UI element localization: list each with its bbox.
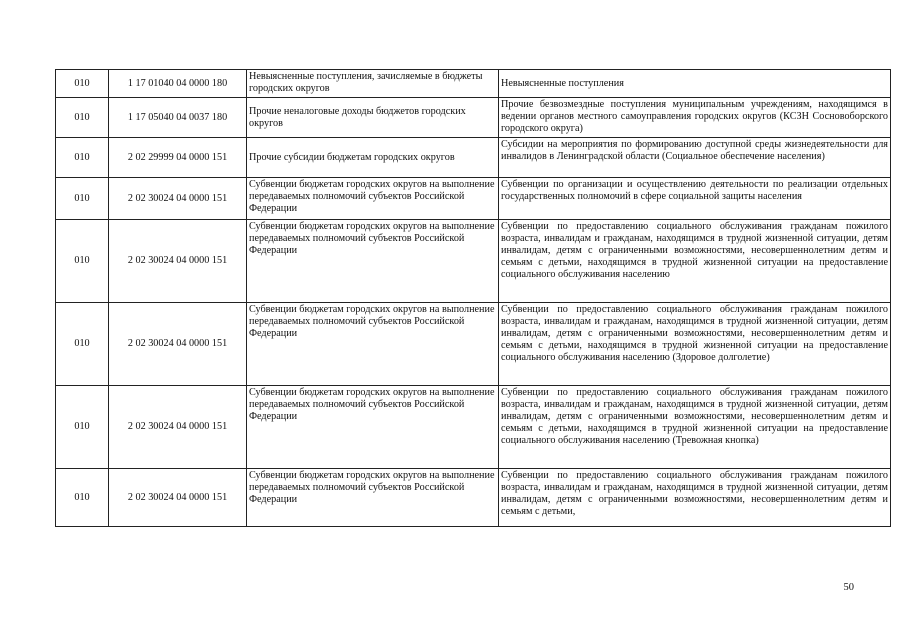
admin-code-cell: 010: [56, 178, 109, 220]
admin-code-cell: 010: [56, 303, 109, 386]
table-row: [56, 386, 891, 469]
revenue-name-cell: Невыясненные поступления, зачисляемые в бюджеты городских округов: [247, 70, 499, 98]
admin-code-cell: 010: [56, 386, 109, 469]
table-row: [56, 98, 891, 138]
kbk-code-cell: 1 17 01040 04 0000 180: [109, 70, 247, 98]
table-row: [56, 303, 891, 386]
kbk-code-cell: 2 02 30024 04 0000 151: [109, 303, 247, 386]
admin-code-cell: 010: [56, 70, 109, 98]
revenue-name-cell: Прочие субсидии бюджетам городских округов: [247, 138, 499, 178]
kbk-code-cell: 1 17 05040 04 0037 180: [109, 98, 247, 138]
revenue-description-cell: Субвенции по предоставлению социального обслуживания гражданам пожилого возраста, инвалидам и гражданам, находящимся в трудной жизненной ситуации, детям инвалидам, детям с ограниченными возможностями, несовершеннолетним детям и семьям с детьми, находящимся в трудной жизненной ситуации на предоставление социального обслуживания населению (Здоровое долголетие): [499, 303, 891, 386]
revenue-description-cell: Субвенции по организации и осуществлению деятельности по реализации отдельных государственных полномочий в сфере социальной защиты населения: [499, 178, 891, 220]
kbk-code-cell: 2 02 30024 04 0000 151: [109, 178, 247, 220]
revenue-description-cell: Субвенции по предоставлению социального обслуживания гражданам пожилого возраста, инвалидам и гражданам, находящимся в трудной жизненной ситуации, детям инвалидам, детям с ограниченными возможностями, несовершеннолетним детям и семьям с детьми, находящимся в трудной жизненной ситуации на предоставление социального обслуживания населению (Тревожная кнопка): [499, 386, 891, 469]
revenue-classification-table: [55, 69, 891, 527]
revenue-name-cell: Субвенции бюджетам городских округов на выполнение передаваемых полномочий субъектов Российской Федерации: [247, 220, 499, 303]
page-number: 50: [843, 582, 854, 593]
table-row: [56, 178, 891, 220]
table-row: [56, 220, 891, 303]
revenue-description-cell: Субвенции по предоставлению социального обслуживания гражданам пожилого возраста, инвалидам и гражданам, находящимся в трудной жизненной ситуации, детям инвалидам, детям с ограниченными возможностями, несовершеннолетним детям и семьям с детьми,: [499, 469, 891, 527]
kbk-code-cell: 2 02 30024 04 0000 151: [109, 469, 247, 527]
admin-code-cell: 010: [56, 469, 109, 527]
admin-code-cell: 010: [56, 138, 109, 178]
revenue-description-cell: Прочие безвозмездные поступления муниципальным учреждениям, находящимся в ведении органов местного самоуправления городских округов (КСЗН Сосновоборского городского округа): [499, 98, 891, 138]
kbk-code-cell: 2 02 30024 04 0000 151: [109, 220, 247, 303]
revenue-description-cell: Субвенции по предоставлению социального обслуживания гражданам пожилого возраста, инвалидам и гражданам, находящимся в трудной жизненной ситуации, детям инвалидам, детям с ограниченными возможностями, несовершеннолетним детям и семьям с детьми, находящимся в трудной жизненной ситуации на предоставление социального обслуживания населению: [499, 220, 891, 303]
kbk-code-cell: 2 02 29999 04 0000 151: [109, 138, 247, 178]
revenue-name-cell: Субвенции бюджетам городских округов на выполнение передаваемых полномочий субъектов Российской Федерации: [247, 469, 499, 527]
admin-code-cell: 010: [56, 220, 109, 303]
table-row: [56, 469, 891, 527]
revenue-name-cell: Субвенции бюджетам городских округов на выполнение передаваемых полномочий субъектов Российской Федерации: [247, 303, 499, 386]
revenue-name-cell: Прочие неналоговые доходы бюджетов городских округов: [247, 98, 499, 138]
revenue-name-cell: Субвенции бюджетам городских округов на выполнение передаваемых полномочий субъектов Российской Федерации: [247, 386, 499, 469]
revenue-description-cell: Невыясненные поступления: [499, 70, 891, 98]
revenue-description-cell: Субсидии на мероприятия по формированию доступной среды жизнедеятельности для инвалидов в Ленинградской области (Социальное обеспечение населения): [499, 138, 891, 178]
revenue-name-cell: Субвенции бюджетам городских округов на выполнение передаваемых полномочий субъектов Российской Федерации: [247, 178, 499, 220]
admin-code-cell: 010: [56, 98, 109, 138]
table-row: [56, 70, 891, 98]
kbk-code-cell: 2 02 30024 04 0000 151: [109, 386, 247, 469]
table-row: [56, 138, 891, 178]
